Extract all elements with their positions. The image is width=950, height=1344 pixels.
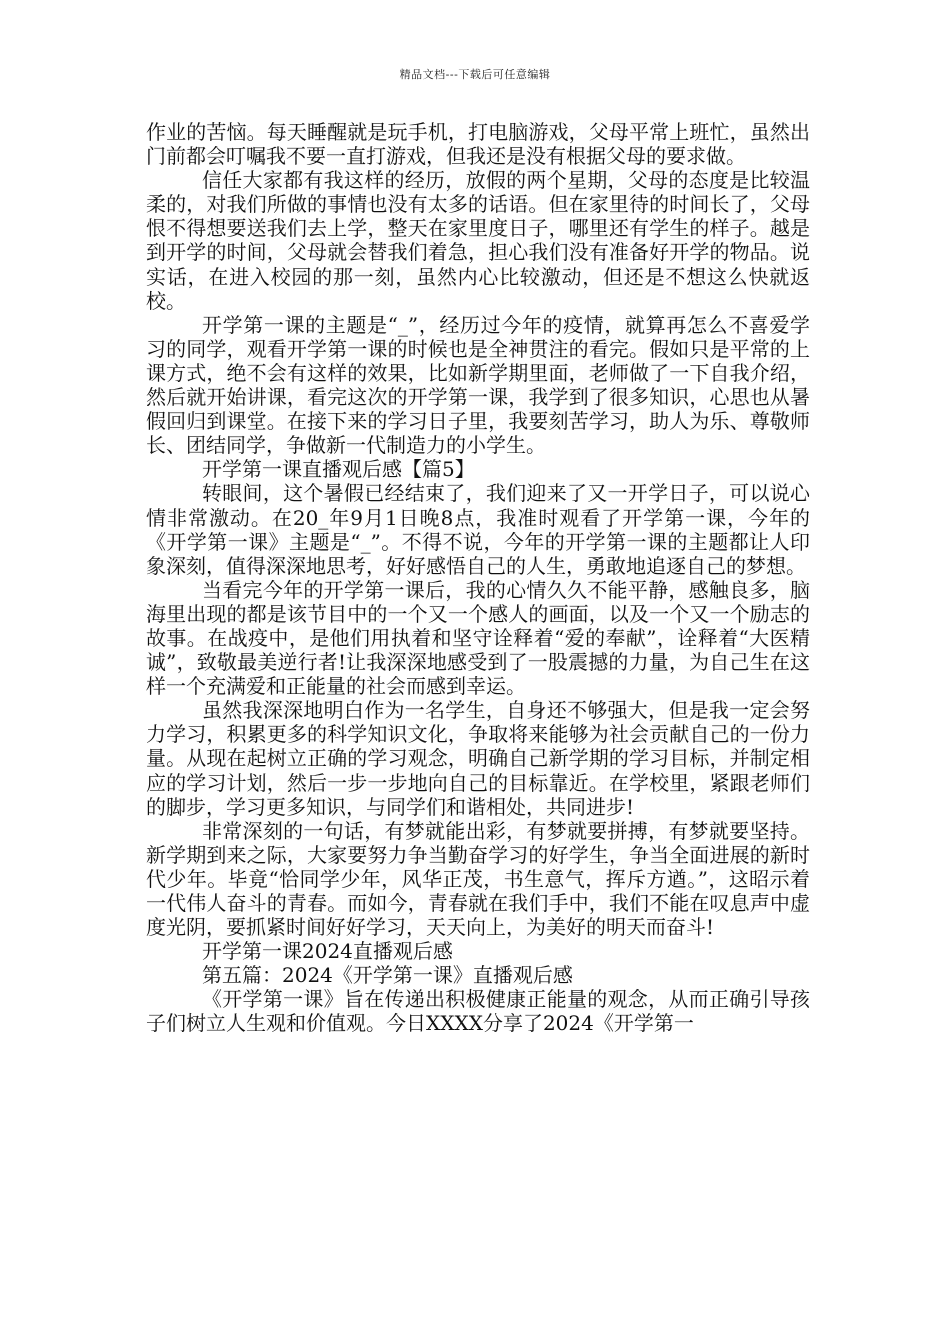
- paragraph: 转眼间，这个暑假已经结束了，我们迎来了又一开学日子，可以说心情非常激动。在20_年9月1日晚8点，我准时观看了开学第一课，今年的《开学第一课》主题是“_”。不得不说，今年的开学第一课的主题都让人印象深刻，值得深深地思考，好好感悟自己的人生，勇敢地追逐自己的梦想。: [146, 481, 810, 578]
- section-heading: 开学第一课直播观后感【篇5】: [202, 457, 475, 482]
- document-body: [146, 120, 810, 1036]
- page-header: 精品文档---下载后可任意编辑: [399, 68, 551, 81]
- paragraph: 作业的苦恼。每天睡醒就是玩手机，打电脑游戏，父母平常上班忙，虽然出门前都会叮嘱我不要一直打游戏，但我还是没有根据父母的要求做。: [146, 120, 810, 169]
- paragraph: 信任大家都有我这样的经历，放假的两个星期，父母的态度是比较温柔的，对我们所做的事情也没有太多的话语。但在家里待的时间长了，父母恨不得想要送我们去上学，整天在家里度日子，哪里还有学生的样子。越是到开学的时间，父母就会替我们着急，担心我们没有准备好开学的物品。说实话，在进入校园的那一刻，虽然内心比较激动，但还是不想这么快就返校。: [146, 168, 810, 313]
- paragraph: 《开学第一课》旨在传递出积极健康正能量的观念，从而正确引导孩子们树立人生观和价值观。今日XXXX分享了2024《开学第一: [146, 987, 810, 1036]
- paragraph: 当看完今年的开学第一课后，我的心情久久不能平静，感触良多，脑海里出现的都是该节目中的一个又一个感人的画面，以及一个又一个励志的故事。在战疫中，是他们用执着和坚守诠释着“爱的奉献”，诠释着“大医精诚”，致敬最美逆行者!让我深深地感受到了一股震撼的力量，为自己生在这样一个充满爱和正能量的社会而感到幸运。: [146, 577, 810, 699]
- section-heading: 开学第一课2024直播观后感: [202, 939, 453, 964]
- paragraph: 非常深刻的一句话，有梦就能出彩，有梦就要拼搏，有梦就要坚持。新学期到来之际，大家要努力争当勤奋学习的好学生，争当全面进展的新时代少年。毕竟“恰同学少年，风华正茂，书生意气，挥斥方遒。”，这昭示着一代伟人奋斗的青春。而如今，青春就在我们手中，我们不能在叹息声中虚度光阴，要抓紧时间好好学习，天天向上，为美好的明天而奋斗!: [146, 818, 810, 940]
- paragraph: 虽然我深深地明白作为一名学生，自身还不够强大，但是我一定会努力学习，积累更多的科学知识文化，争取将来能够为社会贡献自己的一份力量。从现在起树立正确的学习观念，明确自己新学期的学习目标，并制定相应的学习计划，然后一步一步地向自己的目标靠近。在学校里，紧跟老师们的脚步，学习更多知识，与同学们和谐相处，共同进步!: [146, 698, 810, 819]
- paragraph: 开学第一课的主题是“_”，经历过今年的疫情，就算再怎么不喜爱学习的同学，观看开学第一课的时候也是全神贯注的看完。假如只是平常的上课方式，绝不会有这样的效果，比如新学期里面，老师做了一下自我介绍，然后就开始讲课，看完这次的开学第一课，我学到了很多知识，心思也从暑假回归到课堂。在接下来的学习日子里，我要刻苦学习，助人为乐、尊敬师长、团结同学，争做新一代制造力的小学生。: [146, 312, 810, 458]
- section-heading: 第五篇：2024《开学第一课》直播观后感: [202, 963, 573, 988]
